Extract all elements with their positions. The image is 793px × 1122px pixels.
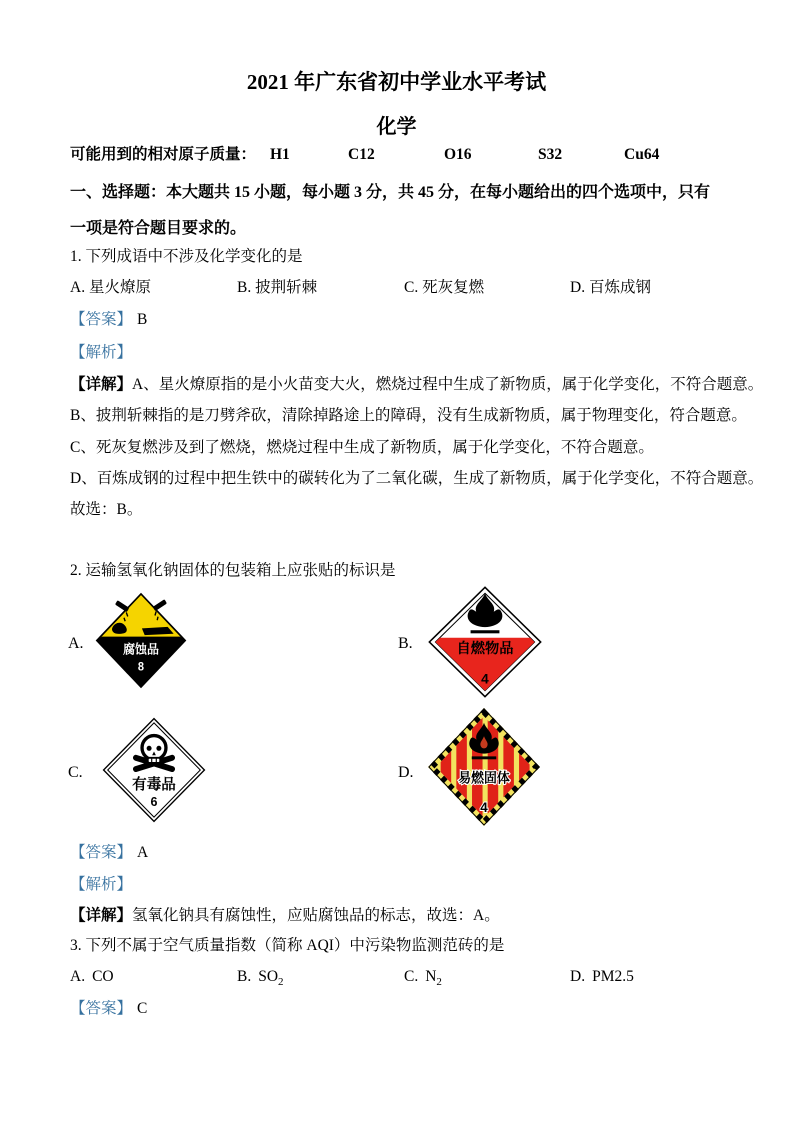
combustible-sign-number: 4 [481, 671, 489, 687]
answer-label: 【答案】 [70, 1000, 133, 1017]
q3-answer-line [70, 998, 147, 1020]
q1-option-c: C. 死灰复燃 [404, 279, 485, 296]
atomic-mass-c: C12 [348, 146, 375, 163]
atomic-masses-label: 可能用到的相对原子质量： [70, 146, 257, 163]
atomic-mass-o: O16 [444, 146, 472, 163]
q2-detail-text: 氢氧化钠具有腐蚀性，应贴腐蚀品的标志，故选：A。 [132, 907, 500, 924]
q2-option-b-label: B. [398, 635, 413, 652]
q1-detail-intro: A、星火燎原指的是小火苗变大火，燃烧过程中生成了新物质，属于化学变化，不符合题意。 [132, 376, 764, 393]
hazard-sign-spontaneously-combustible [428, 586, 542, 698]
q3-option-c-prefix: C. [404, 968, 419, 985]
q1-answer-value: B [137, 311, 148, 328]
toxic-sign-text: 有毒品 [132, 776, 176, 794]
q3-option-d [570, 966, 634, 988]
q3-option-c-formula: N [425, 968, 437, 985]
atomic-mass-s: S32 [538, 146, 563, 163]
q1-detail-conclusion: 故选：B。 [70, 501, 143, 518]
hazard-sign-flammable-solid [428, 708, 540, 826]
atomic-mass-cu: Cu64 [624, 146, 660, 163]
q1-detail-line4: D、百炼成钢的过程中把生铁中的碳转化为了二氧化碳，生成了新物质，属于化学变化，不符合题意。 [70, 470, 764, 487]
q2-answer-line [70, 842, 148, 864]
q3-option-c-subscript: 2 [436, 976, 442, 989]
q3-option-a [70, 966, 114, 988]
q3-option-d-prefix: D. [570, 968, 586, 985]
q3-option-c [404, 966, 442, 988]
q1-detail-line2: B、披荆斩棘指的是刀劈斧砍，清除掉路途上的障碍，没有生成新物质，属于物理变化，符合题意。 [70, 407, 747, 424]
detail-label: 【详解】 [70, 907, 133, 924]
detail-label: 【详解】 [70, 376, 133, 393]
hazard-sign-corrosive [95, 592, 187, 689]
q3-option-d-formula: PM2.5 [592, 968, 634, 985]
q2-option-c-label: C. [68, 764, 83, 781]
q2-stem: 2. 运输氢氧化钠固体的包装箱上应张贴的标识是 [70, 562, 396, 579]
q3-answer-value: C [137, 1000, 148, 1017]
q2-option-d-label: D. [398, 764, 414, 781]
analysis-label: 【解析】 [70, 876, 133, 893]
combustible-sign-text: 自燃物品 [456, 640, 514, 657]
toxic-sign-number: 6 [150, 794, 158, 810]
q3-option-a-prefix: A. [70, 968, 86, 985]
q1-option-a: A. 星火燎原 [70, 279, 151, 296]
q2-detail-line [70, 905, 500, 927]
hazard-sign-toxic [102, 717, 206, 823]
q1-detail-line3: C、死灰复燃涉及到了燃烧，燃烧过程中生成了新物质，属于化学变化，不符合题意。 [70, 439, 654, 456]
q3-option-b-prefix: B. [237, 968, 252, 985]
answer-label: 【答案】 [70, 311, 133, 328]
atomic-masses-line [70, 144, 660, 166]
q3-option-b-subscript: 2 [278, 976, 284, 989]
q3-stem: 3. 下列不属于空气质量指数（简称 AQI）中污染物监测范砖的是 [70, 937, 505, 954]
q2-analysis-line [70, 874, 132, 896]
q3-option-b-formula: SO [258, 968, 279, 985]
flammable-sign-number: 4 [480, 799, 488, 815]
section-heading-line2: 一项是符合题目要求的。 [70, 220, 247, 237]
q2-answer-value: A [137, 844, 149, 861]
q1-detail-line1 [70, 374, 763, 396]
atomic-mass-h: H1 [270, 146, 290, 163]
corrosive-sign-text: 腐蚀品 [123, 642, 159, 657]
q1-analysis-line [70, 342, 132, 364]
q1-stem: 1. 下列成语中不涉及化学变化的是 [70, 248, 303, 265]
answer-label: 【答案】 [70, 844, 133, 861]
section-heading-line1: 一、选择题：本大题共 15 小题，每小题 3 分，共 45 分，在每小题给出的四个选项中，只有 [70, 184, 711, 201]
q2-option-a-label: A. [68, 635, 84, 652]
q3-option-a-formula: CO [92, 968, 114, 985]
corrosive-sign-number: 8 [137, 661, 145, 674]
q1-option-b: B. 披荆斩棘 [237, 279, 318, 296]
q3-option-b [237, 966, 284, 988]
analysis-label: 【解析】 [70, 344, 133, 361]
page-title: 2021 年广东省初中学业水平考试 [246, 70, 547, 94]
flammable-sign-text: 易燃固体 [458, 770, 510, 786]
q1-answer-line [70, 309, 147, 331]
q1-option-d: D. 百炼成钢 [570, 279, 651, 296]
page-subtitle: 化学 [376, 116, 417, 138]
